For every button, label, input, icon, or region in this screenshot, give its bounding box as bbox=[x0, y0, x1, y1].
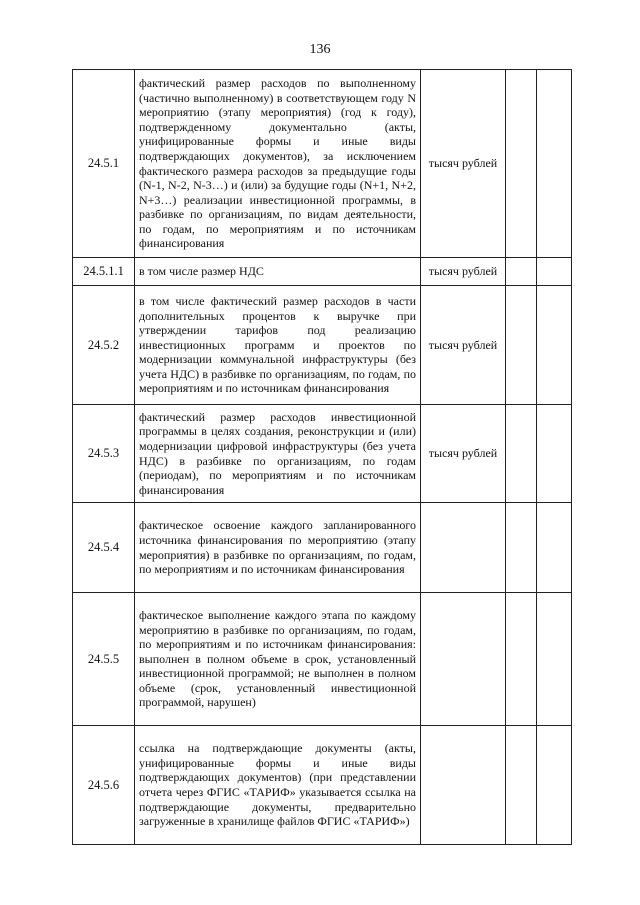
row-description: фактический размер расходов по выполненному (частично выполненному) в соответствующем году N мероприятию (этапу мероприятия) (год к году), подтвержденному документально (акты, унифицированные формы и иные виды подтверждающих документов), за исключением фактического размера расходов за предыдущие годы (N-1, N-2, N-3…) и (или) за будущие годы (N+1, N+2, N+3…) реализации инвестиционной программы, в разбивке по организациям, по видам деятельности, по годам, по мероприятиям и по источникам финансирования bbox=[135, 70, 421, 258]
row-number: 24.5.5 bbox=[73, 593, 135, 726]
row-unit: тысяч рублей bbox=[421, 70, 506, 258]
row-unit: тысяч рублей bbox=[421, 258, 506, 286]
row-unit bbox=[421, 503, 506, 593]
empty-cell bbox=[537, 503, 572, 593]
row-number: 24.5.6 bbox=[73, 726, 135, 845]
row-description: фактическое освоение каждого запланированного источника финансирования по мероприятию (этапу мероприятия) в разбивке по организациям, по годам, по мероприятиям и по источникам финансирования bbox=[135, 503, 421, 593]
empty-cell bbox=[537, 286, 572, 405]
row-unit bbox=[421, 593, 506, 726]
empty-cell bbox=[506, 286, 537, 405]
empty-cell bbox=[506, 405, 537, 503]
table-row bbox=[73, 503, 572, 593]
table-row bbox=[73, 286, 572, 405]
row-number: 24.5.4 bbox=[73, 503, 135, 593]
row-description: в том числе фактический размер расходов в части дополнительных процентов к выручке при утверждении тарифов под реализацию инвестиционных программ и проектов по модернизации коммунальной инфраструктуры (без учета НДС) в разбивке по организациям, по годам, по мероприятиям и по источникам финансирования bbox=[135, 286, 421, 405]
row-description: в том числе размер НДС bbox=[135, 258, 421, 286]
empty-cell bbox=[506, 503, 537, 593]
row-number: 24.5.1 bbox=[73, 70, 135, 258]
empty-cell bbox=[537, 258, 572, 286]
empty-cell bbox=[537, 726, 572, 845]
page-number: 136 bbox=[309, 42, 331, 57]
row-number: 24.5.3 bbox=[73, 405, 135, 503]
table-row bbox=[73, 405, 572, 503]
empty-cell bbox=[537, 70, 572, 258]
table-row bbox=[73, 593, 572, 726]
indicators-table bbox=[72, 69, 572, 845]
empty-cell bbox=[506, 726, 537, 845]
empty-cell bbox=[506, 70, 537, 258]
table-row bbox=[73, 258, 572, 286]
empty-cell bbox=[537, 593, 572, 726]
row-description: фактический размер расходов инвестиционной программы в целях создания, реконструкции и (или) модернизации цифровой инфраструктуры (без учета НДС) в разбивке по организациям, по годам (периодам), по мероприятиям и по источникам финансирования bbox=[135, 405, 421, 503]
row-number: 24.5.2 bbox=[73, 286, 135, 405]
empty-cell bbox=[537, 405, 572, 503]
empty-cell bbox=[506, 258, 537, 286]
table-row bbox=[73, 70, 572, 258]
row-unit: тысяч рублей bbox=[421, 286, 506, 405]
row-description: фактическое выполнение каждого этапа по каждому мероприятию в разбивке по организациям, по годам, по мероприятиям и по источникам финансирования: выполнен в полном объеме в срок, установленный инвестиционной программой; не выполнен в полном объеме (срок, установленный инвестиционной программой, нарушен) bbox=[135, 593, 421, 726]
row-description: ссылка на подтверждающие документы (акты, унифицированные формы и иные виды подтверждающих документов) (при представлении отчета через ФГИС «ТАРИФ» указывается ссылка на подтверждающие документы, предварительно загруженные в хранилище файлов ФГИС «ТАРИФ») bbox=[135, 726, 421, 845]
empty-cell bbox=[506, 593, 537, 726]
row-unit: тысяч рублей bbox=[421, 405, 506, 503]
row-unit bbox=[421, 726, 506, 845]
table-row bbox=[73, 726, 572, 845]
row-number: 24.5.1.1 bbox=[73, 258, 135, 286]
